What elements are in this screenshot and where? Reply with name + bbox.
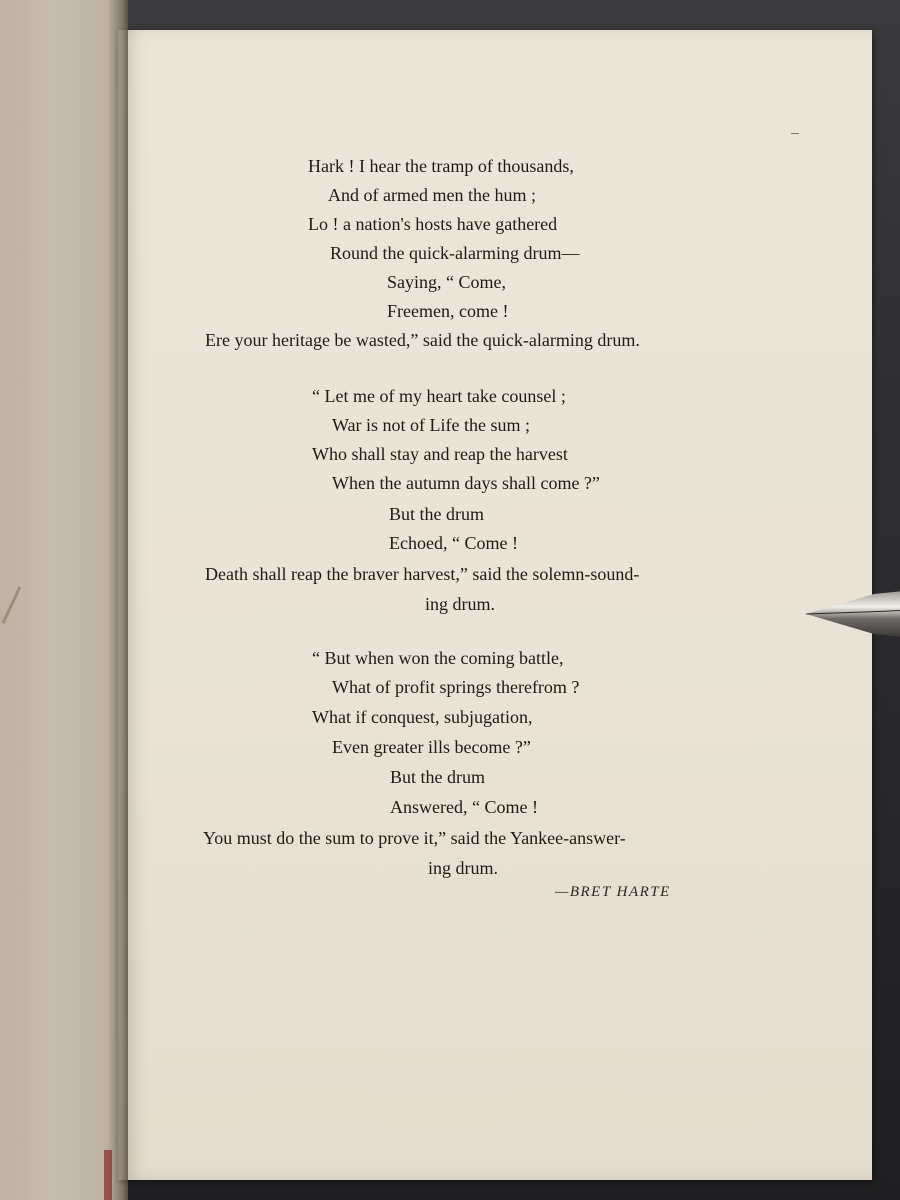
poem-line: War is not of Life the sum ; xyxy=(332,415,531,435)
poem-line: Answered, “ Come ! xyxy=(390,797,538,817)
poem-line: Round the quick-alarming drum— xyxy=(330,243,580,263)
poem-line: “ Let me of my heart take counsel ; xyxy=(312,386,566,406)
poem-line: Echoed, “ Come ! xyxy=(389,533,518,553)
poem-line: You must do the sum to prove it,” said the Yankee-answer- xyxy=(203,828,626,848)
poem-line: Death shall reap the braver harvest,” said the solemn-sound- xyxy=(205,564,640,584)
poem-line: ing drum. xyxy=(428,858,498,878)
pen-tip-icon xyxy=(804,588,900,640)
poem-line: What if conquest, subjugation, xyxy=(312,707,533,727)
poem-line: And of armed men the hum ; xyxy=(328,185,536,205)
poem-line: Even greater ills become ?” xyxy=(332,737,531,757)
poem-line: Who shall stay and reap the harvest xyxy=(312,444,568,464)
poem-line: Saying, “ Come, xyxy=(387,272,506,292)
poem-line: What of profit springs therefrom ? xyxy=(332,677,580,697)
poem-line: “ But when won the coming battle, xyxy=(312,648,564,668)
poem-line: But the drum xyxy=(389,504,484,524)
poem-line: Freemen, come ! xyxy=(387,301,509,321)
poem-line: Hark ! I hear the tramp of thousands, xyxy=(308,156,574,176)
poem-line: But the drum xyxy=(390,767,485,787)
poem-line: Ere your heritage be wasted,” said the quick-alarming drum. xyxy=(205,330,640,350)
poem-line: Lo ! a nation's hosts have gathered xyxy=(308,214,558,234)
poem-line: ing drum. xyxy=(425,594,495,614)
poem-line: When the autumn days shall come ?” xyxy=(332,473,600,493)
author-signature: —BRET HARTE xyxy=(555,884,671,900)
